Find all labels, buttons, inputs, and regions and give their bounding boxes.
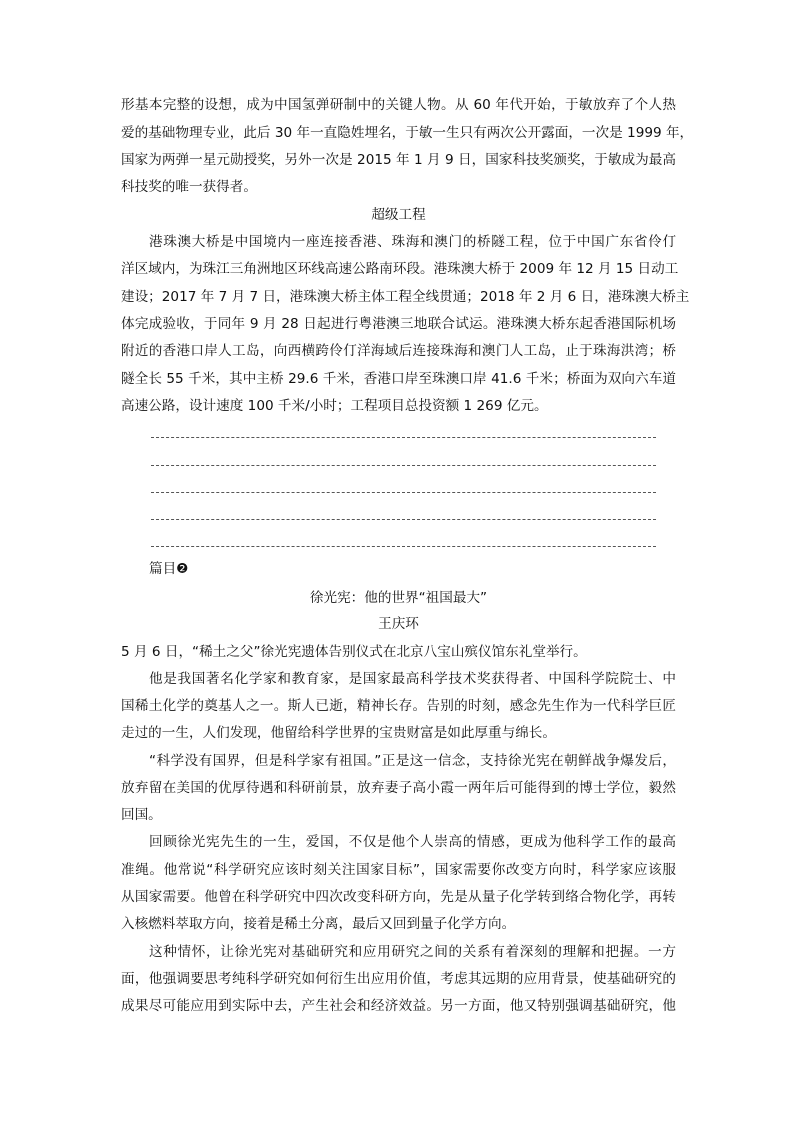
paragraph-line: 建设；2017 年 7 月 7 日，港珠澳大桥主体工程全线贯通；2018 年 2 月 6 日，港珠澳大桥主 [121,289,690,305]
section-label: 篇目❷ [149,561,189,577]
answer-line[interactable] [151,465,656,466]
paragraph-line: 这种情怀，让徐光宪对基础研究和应用研究之间的关系有着深刻的理解和把握。一方 [149,944,676,960]
paragraph-line: 国稀土化学的奠基人之一。斯人已逝，精神长存。告别的时刻，感念先生作为一代科学巨匠 [121,698,676,714]
paragraph-line: “科学没有国界，但是科学家有祖国。”正是这一信念，支持徐光宪在朝鲜战争爆发后， [149,753,676,769]
paragraph-line: 放弃留在美国的优厚待遇和科研前景，放弃妻子高小霞一两年后可能得到的博士学位，毅然 [121,780,676,796]
paragraph-line: 附近的香港口岸人工岛，向西横跨伶仃洋海域后连接珠海和澳门人工岛，止于珠海洪湾；桥 [121,343,676,359]
paragraph-line: 成果尽可能应用到实际中去，产生社会和经济效益。另一方面，他又特别强调基础研究，他 [121,998,676,1014]
paragraph-line: 回顾徐光宪先生的一生，爱国，不仅是他个人崇高的情感，更成为他科学工作的最高 [149,834,676,850]
paragraph-line: 爱的基础物理专业，此后 30 年一直隐姓埋名，于敏一生只有两次公开露面，一次是 1999 年， [121,125,694,141]
answer-line[interactable] [151,519,656,520]
paragraph-line: 从国家需要。他曾在科学研究中四次改变科研方向，先是从量子化学转到络合物化学，再转 [121,889,676,905]
paragraph-line: 他是我国著名化学家和教育家，是国家最高科学技术奖获得者、中国科学院院士、中 [149,671,676,687]
answer-line[interactable] [151,437,656,438]
paragraph-line: 走过的一生，人们发现，他留给科学世界的宝贵财富是如此厚重与绵长。 [121,725,556,741]
paragraph-line: 形基本完整的设想，成为中国氢弹研制中的关键人物。从 60 年代开始，于敏放弃了个人热 [121,97,676,113]
answer-line[interactable] [151,546,656,547]
paragraph-line: 准绳。他常说“科学研究应该时刻关注国家目标”，国家需要你改变方向时，科学家应该服 [121,862,676,878]
paragraph-line: 洋区域内，为珠江三角洲地区环线高速公路南环段。港珠澳大桥于 2009 年 12 月 15 日动工 [121,261,679,277]
paragraph-line: 回国。 [121,807,162,823]
answer-line[interactable] [151,492,656,493]
paragraph-line: 入核燃料萃取方向，接着是稀土分离，最后又回到量子化学方向。 [121,916,516,932]
paragraph-line: 高速公路，设计速度 100 千米/小时；工程项目总投资额 1 269 亿元。 [121,398,548,414]
paragraph-line: 国家为两弹一星元勋授奖，另外一次是 2015 年 1 月 9 日，国家科技奖颁奖，于敏成为最高 [121,152,676,168]
paragraph-line: 体完成验收，于同年 9 月 28 日起进行粤港澳三地联合试运。港珠澳大桥东起香港国际机场 [121,316,676,332]
article-author: 王庆环 [378,616,419,632]
section-title: 超级工程 [371,207,426,223]
paragraph-line: 面，他强调要思考纯科学研究如何衍生出应用价值，考虑其远期的应用背景，使基础研究的 [121,971,676,987]
paragraph-line: 隧全长 55 千米，其中主桥 29.6 千米，香港口岸至珠澳口岸 41.6 千米；桥面为双向六车道 [121,371,676,387]
paragraph-line: 科技奖的唯一获得者。 [121,179,257,195]
article-title: 徐光宪：他的世界“祖国最大” [309,590,488,606]
paragraph-line: 港珠澳大桥是中国境内一座连接香港、珠海和澳门的桥隧工程，位于中国广东省伶仃 [149,234,676,250]
paragraph-line: 5 月 6 日，“稀土之父”徐光宪遗体告别仪式在北京八宝山殡仪馆东礼堂举行。 [121,644,587,660]
